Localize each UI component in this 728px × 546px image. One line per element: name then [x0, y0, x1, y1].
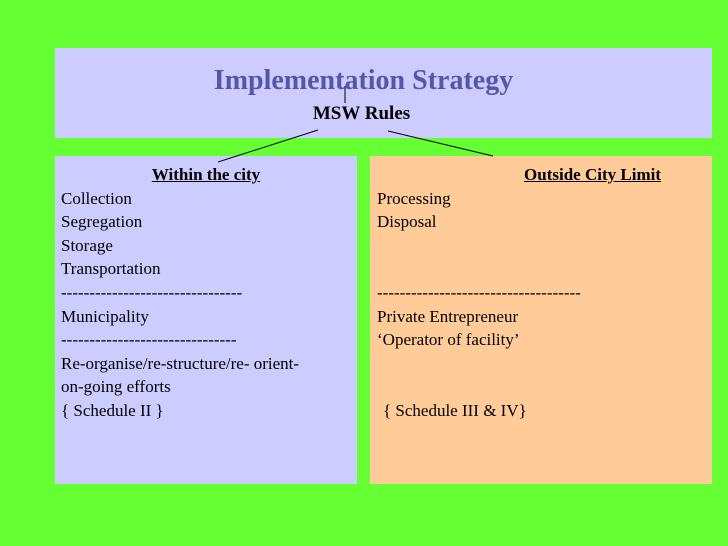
- within-city-panel: [55, 156, 357, 484]
- outside-city-item: Processing: [377, 188, 451, 208]
- schedule-label: { Schedule II }: [61, 400, 164, 420]
- within-city-item: Transportation: [61, 259, 161, 279]
- outside-city-panel: [370, 156, 712, 484]
- within-city-item: Segregation: [61, 212, 143, 232]
- schedule-label: { Schedule III & IV}: [383, 400, 527, 420]
- outside-city-heading: Outside City Limit: [524, 165, 661, 184]
- within-city-heading: Within the city: [151, 165, 261, 184]
- within-city-item: Storage: [61, 235, 113, 255]
- within-city-item: Collection: [61, 188, 132, 208]
- spacer: [377, 375, 706, 399]
- outside-city-item: Disposal: [377, 212, 437, 232]
- spacer: [377, 352, 706, 376]
- within-city-item: Municipality: [61, 306, 149, 326]
- separator-line: -------------------------------: [61, 330, 237, 350]
- page-title: Implementation Strategy: [213, 65, 514, 96]
- separator-line: ------------------------------------: [377, 282, 581, 302]
- header-box: [55, 48, 712, 138]
- within-city-item: on-going efforts: [61, 377, 171, 397]
- separator-line: --------------------------------: [61, 282, 243, 302]
- within-city-item: Re-organise/re-structure/re- orient-: [61, 353, 300, 373]
- outside-city-item: ‘Operator of facility’: [377, 330, 520, 350]
- spacer: [377, 234, 706, 258]
- page-subtitle: MSW Rules: [312, 103, 411, 124]
- spacer: [377, 257, 706, 281]
- outside-city-item: Private Entrepreneur: [377, 306, 519, 326]
